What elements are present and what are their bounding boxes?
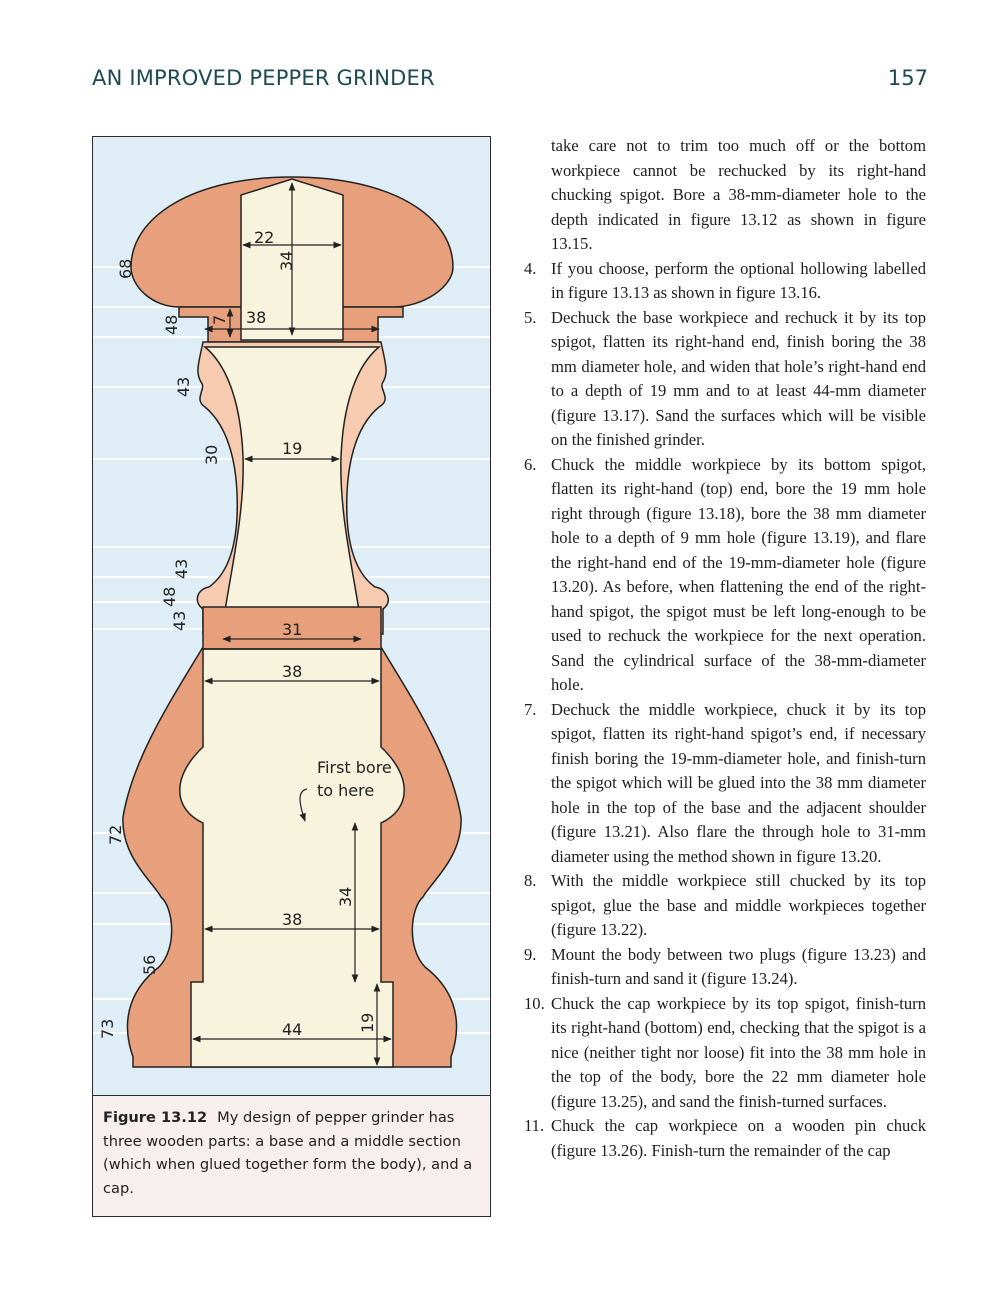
item-number: 7. — [524, 699, 537, 719]
dim-19-base: 19 — [358, 1012, 377, 1033]
height-43-top: 43 — [174, 376, 193, 397]
height-43-middle: 43 — [172, 558, 191, 579]
figure-13-12 — [92, 136, 491, 1217]
intro-paragraph: take care not to trim too much off or the bottom workpiece cannot be rechucked by its right-hand chucking spigot. Bore a 38-mm-diameter hole to the depth indicated in figure 13.12 as shown in figure 13.15. — [551, 136, 926, 253]
item-text: Chuck the cap workpiece by its top spigot, finish-turn its right-hand (bottom) end, checking that the spigot is a nice (neither tight nor loose) fit into the 38 mm hole in the top of the body, bore the 22 mm diameter hole (figure 13.25), and sand the finish-turned surfaces. — [551, 993, 926, 1111]
height-30: 30 — [202, 444, 221, 465]
height-73: 73 — [98, 1018, 117, 1039]
bore-note-line-2: to here — [317, 781, 375, 800]
list-item — [524, 453, 926, 698]
item-number: 4. — [524, 258, 537, 278]
list-item — [524, 698, 926, 870]
figure-caption — [93, 1095, 490, 1216]
list-item — [524, 992, 926, 1115]
dim-38-middle: 38 — [282, 662, 303, 681]
dim-34-cap: 34 — [277, 250, 296, 271]
caption-label: Figure 13.12 — [103, 1109, 208, 1126]
dim-22: 22 — [254, 228, 275, 247]
list-item — [524, 257, 926, 306]
item-number: 11. — [524, 1116, 545, 1135]
item-number: 5. — [524, 307, 537, 327]
height-43-low: 43 — [170, 610, 189, 631]
item-text: Dechuck the middle workpiece, chuck it by its top spigot, flatten its right-hand spigot’s end, if necessary finish boring the 19-mm-diameter hole, and finish-turn the spigot which will be glued into the 38 mm diameter hole in the top of the base and the adjacent shoulder (figure 13.21). Also flare the through hole to 31-mm diameter using the method shown in figure 13.20. — [551, 699, 926, 866]
item-number: 6. — [524, 454, 537, 474]
item-number: 9. — [524, 944, 537, 964]
list-item — [524, 869, 926, 943]
dim-31: 31 — [282, 620, 303, 639]
item-number: 8. — [524, 871, 537, 890]
body-text-column — [524, 134, 926, 1163]
item-number: 10. — [524, 993, 545, 1013]
height-56: 56 — [140, 954, 159, 975]
list-item — [524, 306, 926, 453]
dim-7: 7 — [210, 314, 229, 325]
height-48-middle: 48 — [160, 586, 179, 607]
dim-44: 44 — [282, 1020, 303, 1039]
item-text: If you choose, perform the optional hollowing labelled in figure 13.13 as shown in figure 13.16. — [551, 258, 926, 302]
height-48-top: 48 — [162, 314, 181, 335]
list-item — [524, 943, 926, 992]
item-text: Mount the body between two plugs (figure 13.23) and finish-turn and sand it (figure 13.24). — [551, 944, 926, 988]
page-number: 157 — [887, 66, 928, 90]
list-item — [524, 1114, 926, 1163]
dim-38-base: 38 — [282, 910, 303, 929]
base-bore — [180, 649, 405, 1067]
height-72: 72 — [106, 824, 125, 845]
pepper-grinder-diagram — [93, 137, 490, 1095]
height-68: 68 — [116, 258, 135, 279]
caption-text: My design of pepper grinder has three wooden parts: a base and a middle section (which when glued together form the body), and a cap. — [103, 1109, 473, 1197]
item-text: Dechuck the base workpiece and rechuck it by its top spigot, flatten its right-hand end, finish boring the 38 mm diameter hole, and widen that hole’s right-hand end to a depth of 19 mm and to at least 44-mm diameter (figure 13.17). Sand the surfaces which will be visible on the finished grinder. — [551, 307, 926, 449]
item-text: Chuck the cap workpiece on a wooden pin chuck (figure 13.26). Finish-turn the remainder of the cap — [551, 1116, 926, 1160]
dim-34-base: 34 — [336, 886, 355, 907]
dim-19-middle: 19 — [282, 439, 303, 458]
bore-note-line-1: First bore — [317, 758, 392, 777]
item-text: With the middle workpiece still chucked by its top spigot, glue the base and middle workpieces together (figure 13.22). — [551, 871, 926, 939]
running-header-title: AN IMPROVED PEPPER GRINDER — [92, 66, 435, 90]
dim-38-cap: 38 — [246, 308, 267, 327]
item-text: Chuck the middle workpiece by its bottom spigot, flatten its right-hand (top) end, bore the 19 mm hole right through (figure 13.18), bore the 38 mm diameter hole to a depth of 9 mm hole (figure 13.19), and flare the right-hand end of the 19-mm-diameter hole (figure 13.20). As before, when flattening the end of the right-hand spigot, the spigot must be left long-enough to be used to rechuck the workpiece for the next operation. Sand the cylindrical surface of the 38-mm-diameter hole. — [551, 454, 926, 694]
